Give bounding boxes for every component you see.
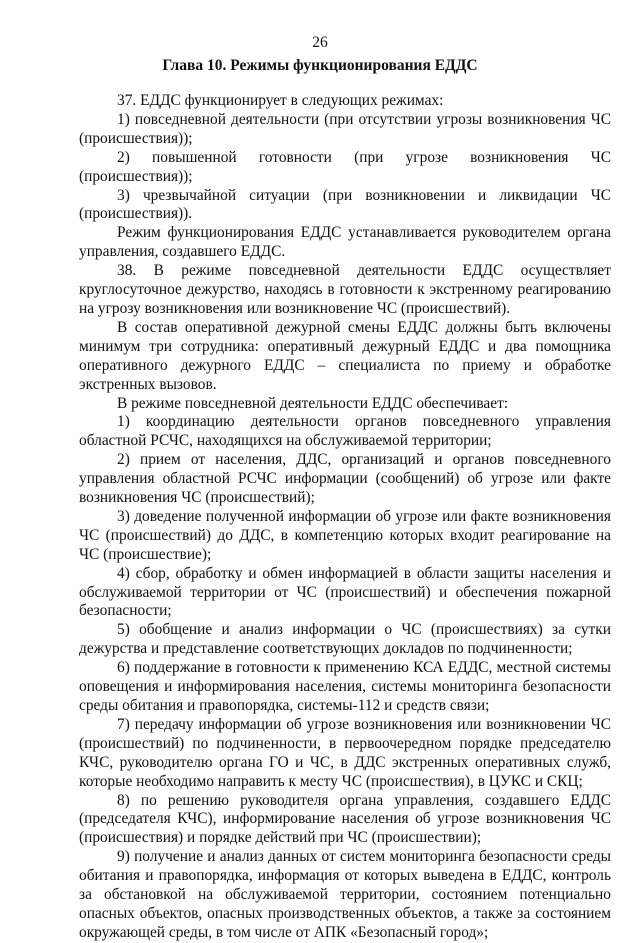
paragraph: 3) доведение полученной информации об угрозе или факте возникновения ЧС (происшествий) до ДДС, в компетенцию которых входит реагирование на ЧС (происшествие); [79,507,611,563]
paragraph: 38. В режиме повседневной деятельности ЕДДС осуществляет круглосуточное дежурство, находясь в готовности к экстренному реагированию на угрозу возникновения или возникновение ЧС (происшествий). [79,262,611,317]
paragraph: 9) получение и анализ данных от систем мониторинга безопасности среды обитания и правопорядка, информация от которых выведена в ЕДДС, контроль за обстановкой на обслуживаемой территории, состоянием потенциально опасных объектов, опасных производственных объектов, а также за состоянием окружающей среды, в том числе от АПК «Безопасный город»; [79,848,611,941]
paragraph: 37. ЕДДС функционирует в следующих режимах: [117,92,444,109]
paragraph: 5) обобщение и анализ информации о ЧС (происшествиях) за сутки дежурства и представление соответствующих докладов по подчиненности; [79,621,611,658]
paragraph: 3) чрезвычайной ситуации (при возникновении и ликвидации ЧС (происшествия)). [79,186,611,223]
paragraph: В режиме повседневной деятельности ЕДДС обеспечивает: [117,394,509,412]
paragraph: В состав оперативной дежурной смены ЕДДС должны быть включены минимум три сотрудника: оперативный дежурный ЕДДС и два помощника оперативного дежурного ЕДДС – специалиста по приему и обработке экстренных вызовов. [79,318,611,393]
paragraph: 7) передачу информации об угрозе возникновения или возникновении ЧС (происшествий) по подчиненности, в первоочередном порядке председателю КЧС, руководителю органа ГО и ЧС, в ДДС экстренных оперативных служб, которые необходимо направить к месту ЧС (происшествия), в ЦУКС и СКЦ; [79,715,611,790]
paragraph: 8) по решению руководителя органа управления, создавшего ЕДДС (председателя КЧС), информирование населения об угрозе возникновения ЧС (происшествия) и порядке действий при ЧС (происшествии); [79,791,611,847]
paragraph: 2) прием от населения, ДДС, организаций и органов повседневного управления областной РСЧС информации (сообщений) об угрозе или факте возникновения ЧС (происшествий); [79,451,611,507]
document-body [79,92,611,943]
paragraph: 6) поддержание в готовности к применению КСА ЕДДС, местной системы оповещения и информирования населения, системы мониторинга безопасности среды обитания и правопорядка, системы-112 и средств связи; [79,659,611,714]
paragraph: Режим функционирования ЕДДС устанавливается руководителем органа управления, создавшего ЕДДС. [79,224,611,261]
chapter-title: Глава 10. Режимы функционирования ЕДДС [162,57,478,74]
paragraph: 2) повышенной готовности (при угрозе возникновения ЧС (происшествия)); [79,148,611,185]
page-number: 26 [312,34,328,51]
paragraph: 4) сбор, обработку и обмен информацией в области защиты населения и обслуживаемой территории от ЧС (происшествий) и обеспечения пожарной безопасности; [79,564,611,620]
paragraph: 1) повседневной деятельности (при отсутствии угрозы возникновения ЧС (происшествия)); [79,110,611,147]
paragraph: 1) координацию деятельности органов повседневного управления областной РСЧС, находящихся на обслуживаемой территории; [79,413,611,450]
